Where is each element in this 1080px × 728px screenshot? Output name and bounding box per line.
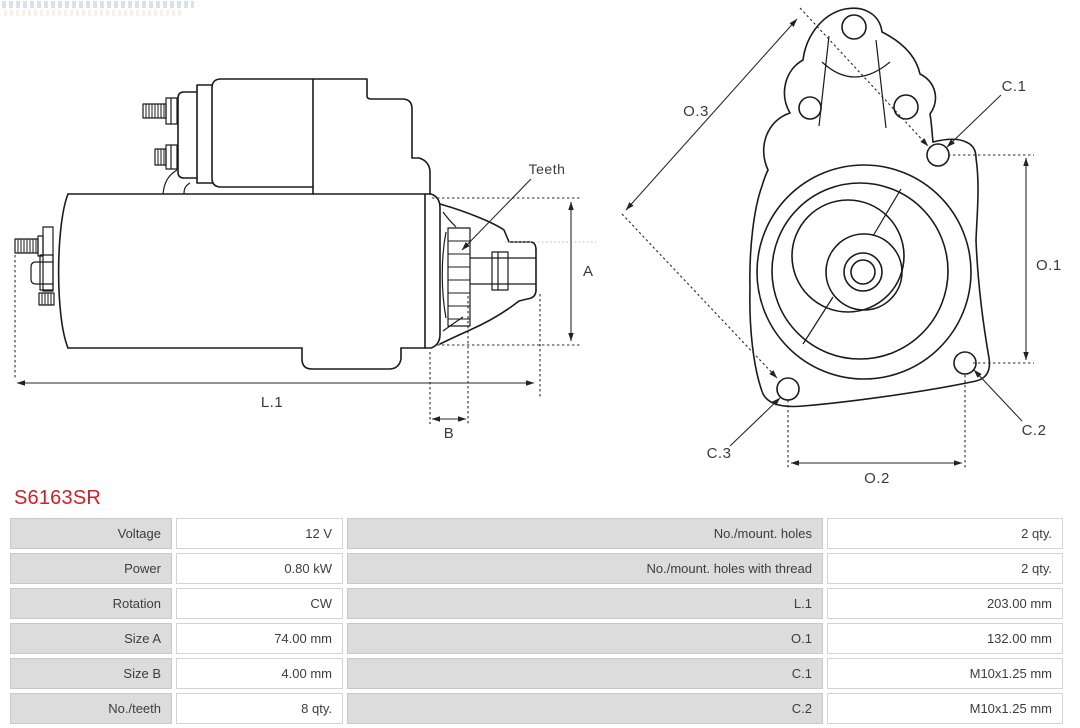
spec-value: 12 V	[176, 518, 343, 549]
dim-label-c3: C.3	[706, 445, 732, 462]
spec-table	[6, 514, 1067, 728]
spec-row	[10, 518, 1063, 549]
spec-label: No./mount. holes with thread	[347, 553, 823, 584]
spec-label: No./mount. holes	[347, 518, 823, 549]
dim-label-b: B	[443, 425, 455, 442]
dim-label-c2: C.2	[1021, 422, 1047, 439]
spec-row	[10, 623, 1063, 654]
pinion-gear	[448, 228, 470, 326]
spec-value: CW	[176, 588, 343, 619]
dim-label-a: A	[583, 263, 594, 280]
spec-label: Power	[10, 553, 172, 584]
spec-value: 2 qty.	[827, 553, 1063, 584]
dim-label-o1: O.1	[1036, 257, 1062, 274]
spec-value: 8 qty.	[176, 693, 343, 724]
starter-side-view	[15, 79, 596, 442]
part-number: S6163SR	[14, 487, 102, 509]
c1-leader-line	[947, 95, 1001, 147]
solenoid-terminal-studs	[143, 98, 177, 169]
spec-value: M10x1.25 mm	[827, 693, 1063, 724]
spec-value: 4.00 mm	[176, 658, 343, 689]
spec-value: 74.00 mm	[176, 623, 343, 654]
dim-label-l1: L.1	[260, 394, 284, 411]
body-terminal-studs	[15, 227, 54, 305]
spec-value: 132.00 mm	[827, 623, 1063, 654]
dim-label-o3: O.3	[683, 103, 709, 120]
spec-value: M10x1.25 mm	[827, 658, 1063, 689]
spec-label: Voltage	[10, 518, 172, 549]
dim-label-c1: C.1	[1001, 78, 1027, 95]
spec-row	[10, 658, 1063, 689]
spec-label: C.2	[347, 693, 823, 724]
c2-leader-line	[974, 370, 1022, 421]
dim-line-o3	[626, 19, 797, 210]
spec-row	[10, 693, 1063, 724]
spec-label: Size A	[10, 623, 172, 654]
spec-label: C.1	[347, 658, 823, 689]
teeth-label: Teeth	[528, 161, 566, 177]
dim-label-o2: O.2	[864, 470, 890, 487]
spec-label: Rotation	[10, 588, 172, 619]
spec-row	[10, 588, 1063, 619]
spec-label: Size B	[10, 658, 172, 689]
spec-label: O.1	[347, 623, 823, 654]
spec-value: 203.00 mm	[827, 588, 1063, 619]
spec-label: No./teeth	[10, 693, 172, 724]
spec-value: 2 qty.	[827, 518, 1063, 549]
spec-value: 0.80 kW	[176, 553, 343, 584]
starter-front-view	[622, 8, 1062, 487]
spec-label: L.1	[347, 588, 823, 619]
c3-leader-line	[730, 398, 780, 446]
spec-row	[10, 553, 1063, 584]
